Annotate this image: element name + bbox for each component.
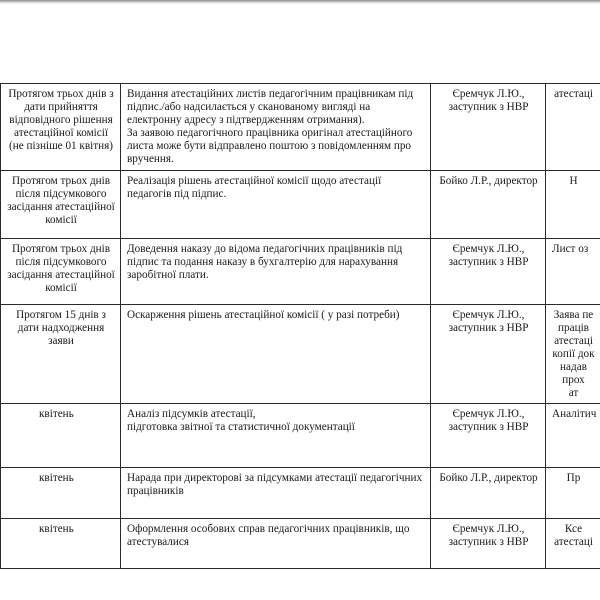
activity-line: педагогів під підпис.	[127, 188, 227, 200]
result-line: Н	[569, 175, 578, 187]
activity-line: За заявою педагогічного працівника оригінал атестаційного	[127, 127, 413, 139]
responsible-cell: Єремчук Л.Ю., заступник з НВР	[431, 519, 546, 569]
result-line: копії док	[552, 348, 595, 360]
activity-line: заробітної плати.	[127, 269, 209, 281]
activity-cell	[121, 84, 431, 171]
result-line: Лист оз	[552, 243, 589, 255]
table-row	[1, 239, 600, 305]
activity-cell	[121, 519, 431, 569]
term-cell: Протягом трьох днів після підсумкового засідання атестаційної комісії	[1, 171, 121, 239]
responsible-cell: Єремчук Л.Ю., заступник з НВР	[431, 84, 546, 171]
term-cell: Протягом трьох днів після підсумкового засідання атестаційної комісії	[1, 239, 121, 305]
responsible-cell: Єремчук Л.Ю., заступник з НВР	[431, 404, 546, 468]
activity-cell	[121, 468, 431, 519]
result-line: атестаці	[554, 335, 593, 347]
result-line: атестаці	[554, 536, 593, 548]
result-cell	[546, 519, 600, 569]
result-line: Аналітич	[552, 408, 597, 420]
result-line: ат	[568, 387, 579, 399]
scan-top-edge-shadow	[0, 0, 600, 4]
term-cell: квітень	[1, 519, 121, 569]
result-line: Заява пе	[553, 309, 594, 321]
activity-line: вручення.	[127, 153, 174, 165]
activity-line: атестувалися	[127, 536, 189, 548]
activity-line: Реалізація рішень атестаційної комісії щодо атестації	[127, 175, 382, 187]
activity-cell	[121, 404, 431, 468]
responsible-cell: Єремчук Л.Ю., заступник з НВР	[431, 305, 546, 404]
activity-cell	[121, 239, 431, 305]
table-row	[1, 305, 600, 404]
activity-line: підпис./або надсилається у сканованому вигляді на	[127, 101, 371, 113]
activity-cell	[121, 305, 431, 404]
result-cell	[546, 239, 600, 305]
table-row	[1, 404, 600, 468]
responsible-cell: Бойко Л.Р., директор	[431, 468, 546, 519]
result-cell	[546, 171, 600, 239]
activity-cell	[121, 171, 431, 239]
term-cell: Протягом 15 днів з дати надходження заяви	[1, 305, 121, 404]
activity-line: підготовка звітної та статистичної документації	[127, 421, 355, 433]
activity-line: працівників	[127, 485, 184, 497]
responsible-cell: Бойко Л.Р., директор	[431, 171, 546, 239]
responsible-cell: Єремчук Л.Ю., заступник з НВР	[431, 239, 546, 305]
activity-line: Нарада при директорові за підсумками атестації педагогічних	[127, 472, 423, 484]
result-line: Ксе	[564, 523, 583, 535]
result-line: надав	[560, 361, 587, 373]
term-cell: квітень	[1, 468, 121, 519]
table-row	[1, 468, 600, 519]
result-line: Пр	[566, 472, 581, 484]
activity-line: Оформлення особових справ педагогічних працівників, що	[127, 523, 410, 535]
activity-line: Оскарження рішень атестаційної комісії ( у разі потреби)	[127, 309, 400, 321]
result-cell	[546, 305, 600, 404]
result-cell	[546, 468, 600, 519]
result-cell	[546, 404, 600, 468]
result-line: праців	[558, 322, 589, 334]
activity-line: Аналіз підсумків атестації,	[127, 408, 256, 420]
term-cell: квітень	[1, 404, 121, 468]
activity-line: електронну адресу з підтвердженням отримання).	[127, 114, 365, 126]
attestation-plan-table	[0, 83, 600, 569]
term-cell: Протягом трьох днів з дати прийняття відповідного рішення атестаційної комісії (не пізніше 01 квітня)	[1, 84, 121, 171]
activity-line: Доведення наказу до відома педагогічних працівників під	[127, 243, 403, 255]
table-row	[1, 519, 600, 569]
result-cell	[546, 84, 600, 171]
activity-line: підпис та подання наказу в бухгалтерію для нарахування	[127, 256, 399, 268]
table-row	[1, 171, 600, 239]
result-line: прох	[562, 374, 585, 386]
activity-line: листа може бути відправлено поштою з повідомленням про	[127, 140, 412, 152]
activity-line: Видання атестаційних листів педагогічним працівникам під	[127, 88, 414, 100]
result-line: атестаці	[554, 88, 593, 100]
table-row	[1, 84, 600, 171]
